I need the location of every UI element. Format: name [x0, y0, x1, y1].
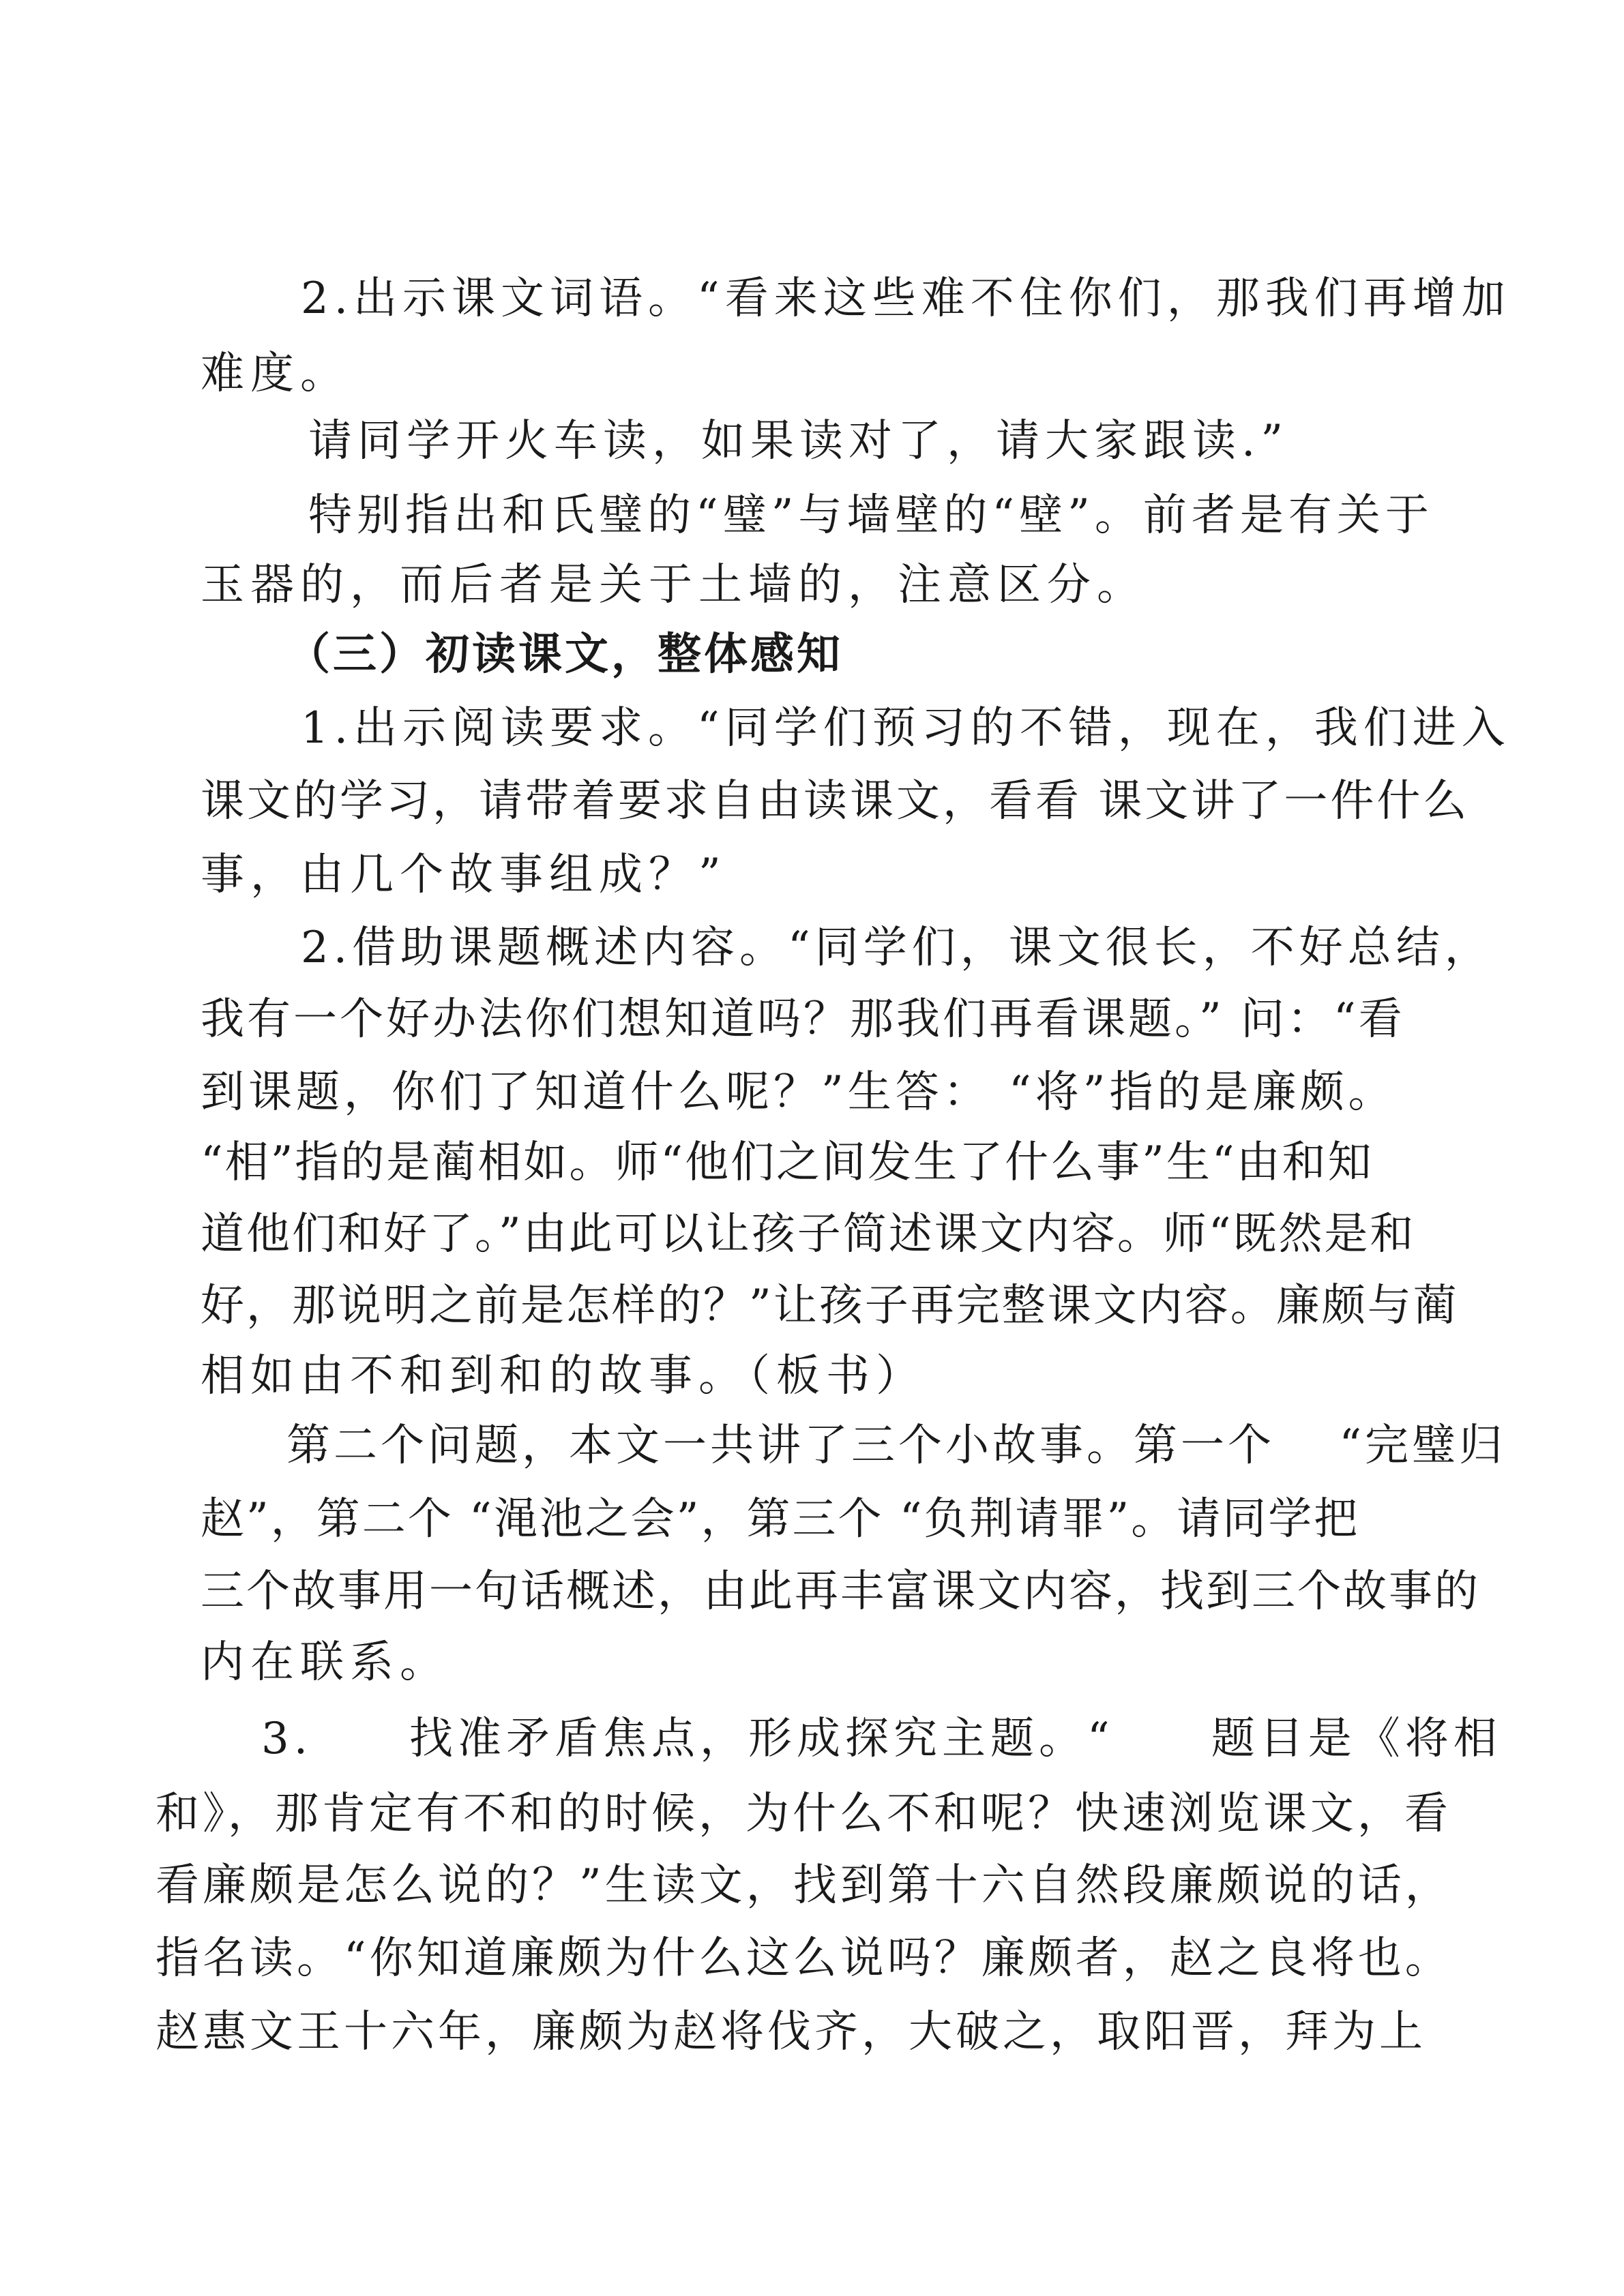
paragraph-line: 玉器的，而后者是关于土墙的，注意区分。 — [201, 560, 1147, 610]
paragraph-line: 2.出示课文词语。“看来这些难不住你们，那我们再增加 — [301, 273, 1511, 324]
paragraph-line: 难度。 — [201, 348, 350, 399]
paragraph-line: 相如由不和到和的故事。（板书） — [201, 1351, 926, 1401]
paragraph-line: 好，那说明之前是怎样的？”让孩子再完整课文内容。廉颇与蔺 — [201, 1281, 1459, 1331]
paragraph-line: 看廉颇是怎么说的？”生读文，找到第十六自然段廉颇说的话， — [156, 1860, 1452, 1911]
paragraph-line: 赵”，第二个 “渑池之会”，第三个 “负荆请罪”。请同学把 — [201, 1494, 1360, 1545]
paragraph-line: 到课题，你们了知道什么呢？”生答： “将”指的是廉颇。 — [201, 1067, 1396, 1118]
paragraph-line: 1.出示阅读要求。“同学们预习的不错，现在，我们进入 — [301, 703, 1511, 754]
section-heading: （三）初读课文，整体感知 — [286, 629, 843, 680]
paragraph-line: 和》，那肯定有不和的时候，为什么不和呢？快速浏览课文，看 — [156, 1789, 1451, 1839]
paragraph-line: 事，由几个故事组成？” — [201, 850, 727, 900]
paragraph-line: 请同学开火车读，如果读对了，请大家跟读.” — [308, 416, 1289, 466]
paragraph-line: 赵惠文王十六年，廉颇为赵将伐齐，大破之，取阳晋，拜为上 — [156, 2007, 1426, 2057]
paragraph-line: 我有一个好办法你们想知道吗？那我们再看课题。” 问：“看 — [201, 994, 1405, 1045]
paragraph-line: 课文的学习，请带着要求自由读课文，看看 课文讲了一件什么 — [201, 776, 1470, 826]
paragraph-line: 内在联系。 — [201, 1637, 449, 1688]
paragraph-line: 指名读。“你知道廉颇为什么这么说吗？廉颇者，赵之良将也。 — [156, 1933, 1452, 1984]
paragraph-line: “相”指的是蔺相如。师“他们之间发生了什么事”生“由和知 — [201, 1137, 1374, 1188]
paragraph-line: 第二个问题，本文一共讲了三个小故事。第一个 “完璧归 — [286, 1420, 1507, 1471]
paragraph-line: 特别指出和氏璧的“璧”与墙壁的“壁”。前者是有关于 — [308, 490, 1434, 541]
paragraph-line: 2.借助课题概述内容。“同学们，课文很长，不好总结， — [301, 923, 1493, 973]
paragraph-line: 道他们和好了。”由此可以让孩子简述课文内容。师“既然是和 — [201, 1209, 1416, 1259]
paragraph-line: 3. 找准矛盾焦点，形成探究主题。“ 题目是《将相 — [261, 1714, 1502, 1764]
paragraph-line: 三个故事用一句话概述，由此再丰富课文内容，找到三个故事的 — [201, 1566, 1480, 1617]
